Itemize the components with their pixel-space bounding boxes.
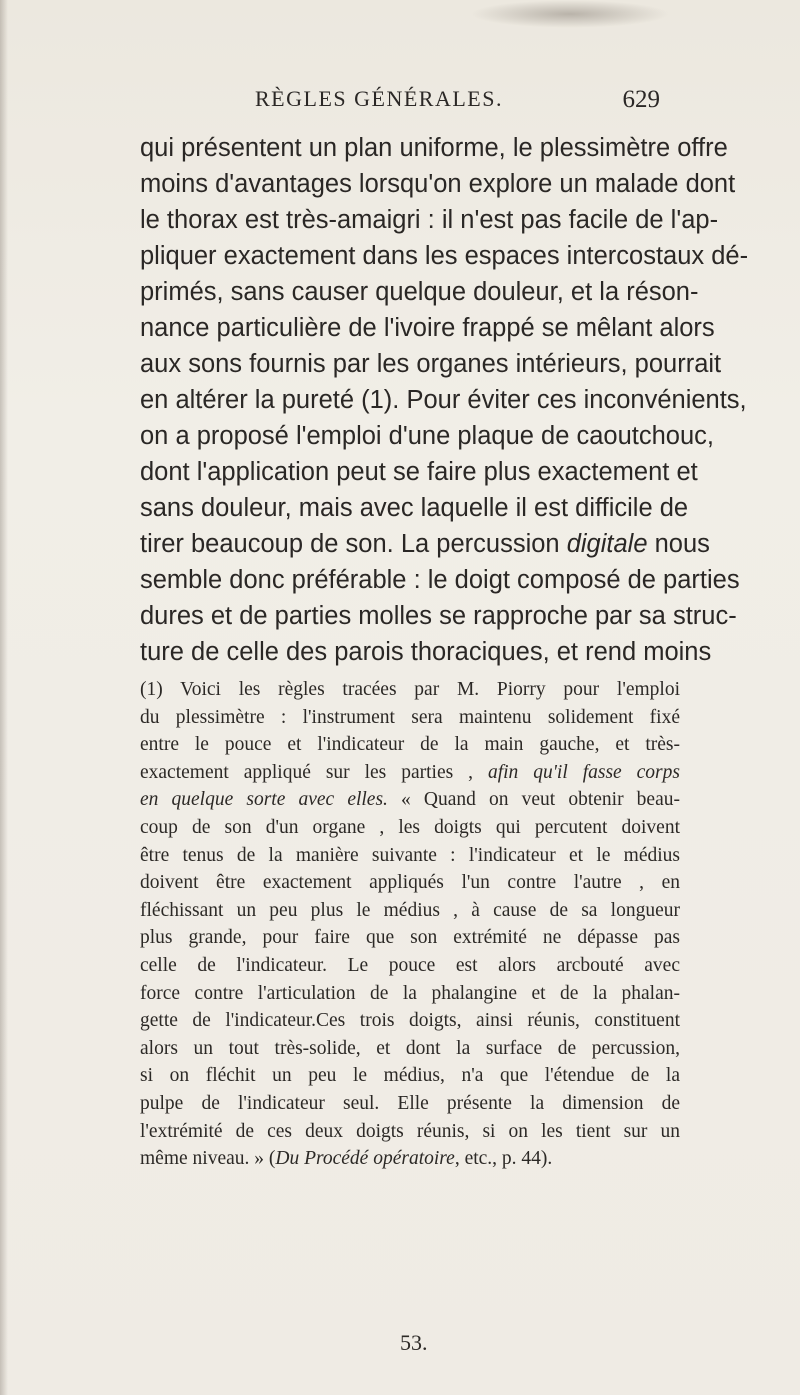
text-line: on a proposé l'emploi d'une plaque de caoutchouc,: [140, 422, 714, 450]
main-text: [140, 130, 749, 670]
text-line: primés, sans causer quelque douleur, et la réson-: [140, 278, 699, 306]
footnote: [140, 676, 680, 1173]
footnote-line: [140, 1145, 680, 1173]
footnote-line: force contre l'articulation de la phalangine et de la phalan-: [140, 982, 680, 1004]
footnote-line: être tenus de la manière suivante : l'indicateur et le médius: [140, 844, 680, 866]
text-line: semble donc préférable : le doigt composé de parties: [140, 566, 740, 594]
footnote-line: si on fléchit un peu le médius, n'a que l'étendue de la: [140, 1065, 680, 1087]
italic-term: digitale: [566, 530, 648, 558]
footnote-line: gette de l'indicateur.Ces trois doigts, ainsi réunis, constituent: [140, 1010, 680, 1032]
text-segment: nous: [647, 530, 710, 558]
text-segment: tirer beaucoup de son. La percussion: [140, 530, 560, 558]
text-line-with-italic: [140, 526, 710, 562]
signature-mark: 53.: [400, 1330, 428, 1355]
footnote-line: coup de son d'un organe , les doigts qui percutent doivent: [140, 816, 680, 838]
footnote-line: du plessimètre : l'instrument sera maintenu solidement fixé: [140, 706, 680, 728]
text-segment: même niveau. » (: [140, 1148, 276, 1170]
page-binding-shadow: [0, 0, 8, 1395]
footnote-line: [140, 759, 680, 787]
text-line: pliquer exactement dans les espaces intercostaux dé-: [140, 242, 749, 270]
footnote-line: l'extrémité de ces deux doigts réunis, si on les tient sur un: [140, 1120, 680, 1142]
italic-phrase: en quelque sorte avec elles.: [140, 789, 388, 811]
text-line: sans douleur, mais avec laquelle il est difficile de: [140, 494, 689, 522]
footnote-line: pulpe de l'indicateur seul. Elle présente la dimension de: [140, 1092, 680, 1114]
text-line: qui présentent un plan uniforme, le plessimètre offre: [140, 134, 728, 162]
text-line: aux sons fournis par les organes intérieurs, pourrait: [140, 350, 722, 378]
footnote-line: fléchissant un peu plus le médius , à cause de sa longueur: [140, 899, 680, 921]
italic-citation: Du Procédé opératoire: [275, 1148, 455, 1170]
text-line: le thorax est très-amaigri : il n'est pas facile de l'ap-: [140, 206, 719, 234]
paper-stain: [470, 0, 670, 28]
footnote-line: alors un tout très-solide, et dont la surface de percussion,: [140, 1037, 680, 1059]
text-line: dont l'application peut se faire plus exactement et: [140, 458, 698, 486]
text-line: moins d'avantages lorsqu'on explore un malade dont: [140, 170, 736, 198]
footnote-line: celle de l'indicateur. Le pouce est alors arcbouté avec: [140, 954, 680, 976]
text-segment: « Quand on veut obtenir beau-: [387, 789, 680, 811]
text-line: nance particulière de l'ivoire frappé se mêlant alors: [140, 314, 715, 342]
text-line: en altérer la pureté (1). Pour éviter ces inconvénients,: [140, 386, 747, 414]
running-title: RÈGLES GÉNÉRALES.: [255, 86, 503, 111]
running-head: [200, 86, 660, 120]
footnote-line: doivent être exactement appliqués l'un contre l'autre , en: [140, 872, 680, 894]
footnote-line: entre le pouce et l'indicateur de la main gauche, et très-: [140, 734, 680, 756]
text-line: dures et de parties molles se rapproche par sa struc-: [140, 602, 737, 630]
page-number: 629: [622, 86, 660, 113]
text-segment: , etc., p. 44).: [454, 1148, 553, 1170]
text-segment: exactement appliqué sur les parties ,: [140, 761, 474, 783]
footnote-line: [140, 786, 680, 814]
italic-phrase: afin qu'il fasse corps: [487, 761, 680, 783]
footnote-line: (1) Voici les règles tracées par M. Piorry pour l'emploi: [140, 679, 680, 700]
footnote-line: plus grande, pour faire que son extrémité ne dépasse pas: [140, 927, 680, 949]
text-line: ture de celle des parois thoraciques, et rend moins: [140, 638, 712, 666]
